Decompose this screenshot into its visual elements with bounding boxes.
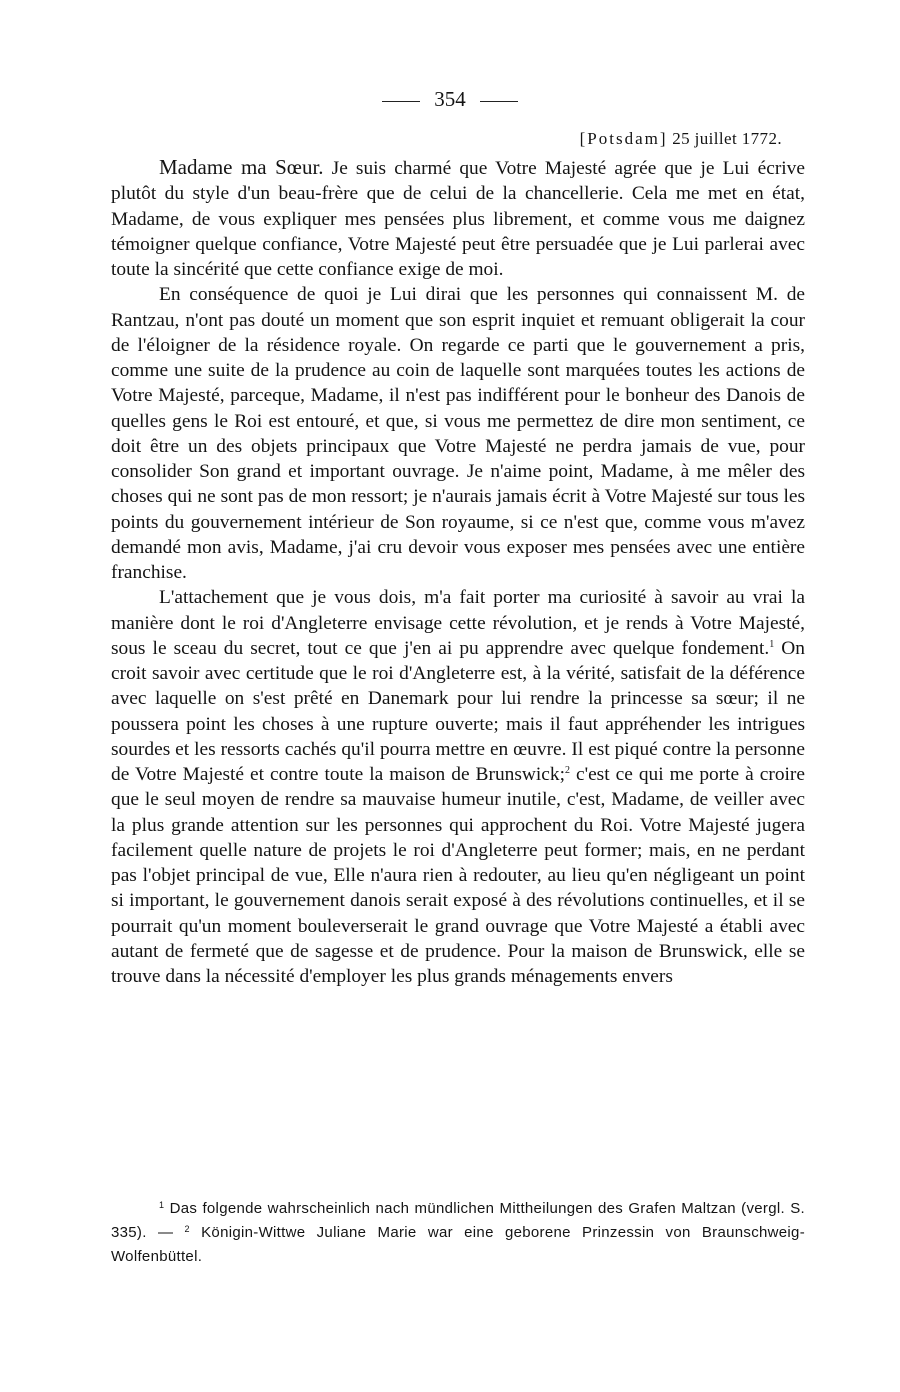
paragraph-3-part-3: c'est ce qui me porte à croire que le seul moyen de rendre sa mauvaise humeur inutile, c'est, Madame, de veiller avec la plus grande attention sur les personnes qui approchent du Roi. Votre Majesté jugera facilement quelle nature de projets le roi d'Angleterre peut former; mais, en ne perdant pas l'objet principal de vue, Elle n'aura rien à redouter, au lieu qu'en négligeant un point si important, le gouvernement danois serait exposé à des révolutions continuelles, et il se pourrait qu'un moment bouleverserait le grand ouvrage que Votre Majesté a établi avec autant de fermeté que de sagesse et de prudence. Pour la maison de Brunswick, elle se trouve dans la nécessité d'employer les plus grands ménagements envers xyxy=(111,764,805,987)
header-dash-right xyxy=(480,101,518,102)
footnote-2-mark: 2 xyxy=(184,1224,190,1234)
footnote-2-text: Königin-Wittwe Juliane Marie war eine geborene Prinzessin von Braunschweig-Wolfenbüttel. xyxy=(111,1224,805,1265)
paragraph-3-part-2: On croit savoir avec certitude que le roi d'Angleterre est, à la vérité, satisfait de la déférence avec laquelle on s'est prêté en Danemark pour lui rendre la princesse sa sœur; il ne poussera point les choses à une rupture ouverte; mais il faut appréhender les intrigues sourdes et les ressorts cachés qu'il pourra mettre en œuvre. Il est piqué contre la personne de Votre Majesté et contre toute la maison de Brunswick; xyxy=(111,637,805,785)
letter-body xyxy=(111,155,805,989)
paragraph-3-part-1: L'attachement que je vous dois, m'a fait porter ma curiosité à savoir au vrai la manière dont le roi d'Angleterre envisage cette révolution, et je rends à Votre Majesté, sous le sceau du secret, tout ce que j'en ai pu apprendre avec quelque fondement. xyxy=(111,587,805,659)
letter-date: 25 juillet 1772. xyxy=(672,129,782,148)
header-dash-left xyxy=(382,101,420,102)
letter-dateline xyxy=(580,128,782,150)
footnote-1-mark: 1 xyxy=(159,1200,165,1210)
page-header xyxy=(0,84,900,114)
footnote-1-text: Das folgende wahrscheinlich nach mündlichen Mittheilungen des Grafen Maltzan (vergl. S. 335). — xyxy=(111,1200,805,1241)
letter-place: [Potsdam] xyxy=(579,129,668,148)
paragraph-1 xyxy=(111,155,805,282)
footnote-ref-2: 2 xyxy=(564,765,570,776)
paragraph-2: En conséquence de quoi je Lui dirai que les personnes qui connaissent M. de Rantzau, n'ont pas douté un moment que son esprit inquiet et remuant obligerait la cour de l'éloigner de la résidence royale. On regarde ce parti que le gouvernement a pris, comme une suite de la prudence au coin de laquelle sont marquées toutes les actions de Votre Majesté, parceque, Madame, il n'est pas indifférent pour le bonheur des Danois de quelles gens le Roi est entouré, et que, si vous me permettez de dire mon sentiment, ce doit être un des objets principaux que Votre Majesté ne perdra jamais de vue, pour consolider Son grand et important ouvrage. Je n'aime point, Madame, à me mêler des choses qui ne sont pas de mon ressort; je n'aurais jamais écrit à Votre Majesté sur tous les points du gouvernement intérieur de Son royaume, si ce n'est que, comme vous m'avez demandé mon avis, Madame, j'ai cru devoir vous exposer mes pensées avec une entière franchise. xyxy=(111,284,805,583)
footnotes xyxy=(111,1197,805,1269)
footnote-ref-1: 1 xyxy=(769,638,775,650)
salutation: Madame ma Sœur. xyxy=(159,155,324,179)
paragraph-3 xyxy=(111,585,805,989)
paragraph-1-text: Je suis charmé que Votre Majesté agrée que je Lui écrive plutôt du style d'un beau-frère que de celui de la chancellerie. Cela me met en état, Madame, de vous expliquer mes pensées plus librement, et comme vous me daignez témoigner quelque confiance, Votre Majesté peut être persuadée que je Lui parlerai avec toute la sincérité que cette confiance exige de moi. xyxy=(111,158,805,280)
page-number: 354 xyxy=(434,87,466,111)
